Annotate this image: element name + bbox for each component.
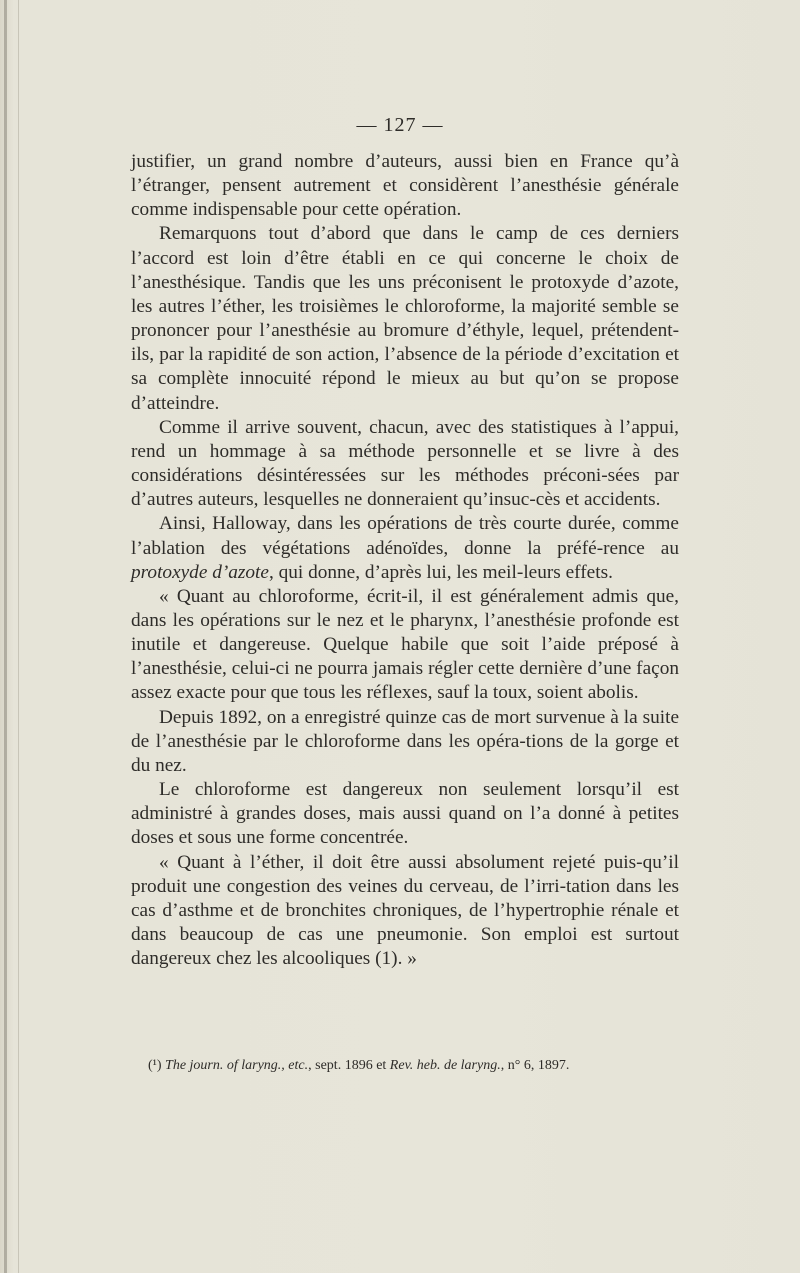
paragraph-4-end: , qui donne, d’après lui, les meil-leurs effets. [268, 561, 613, 583]
paragraph-7: Le chloroforme est dangereux non seulement lorsqu’il est administré à grandes doses, mais aussi quand on l’a donné à petites doses et sous une forme concentrée. [131, 779, 679, 849]
italic-term: protoxyde d’azote [131, 561, 269, 583]
body-text [131, 150, 679, 971]
paragraph-8 [131, 851, 679, 972]
binding-crease [18, 0, 19, 1273]
paragraph-6: Depuis 1892, on a enregistré quinze cas de mort survenue à la suite de l’anesthésie par le chloroforme dans les opéra-tions de la gorge et du nez. [131, 706, 679, 776]
footnote-reference: (1) [375, 948, 398, 970]
paragraph-5: « Quant au chloroforme, écrit-il, il est généralement admis que, dans les opérations sur le nez et le pharynx, l’anesthésie profonde est inutile et dangereuse. Quelque habile que soit l’aide préposé à l’anesthésie, celui-ci ne pourra jamais régler cette dernière d’une façon assez exacte pour que tous les réflexes, sauf la toux, soient abolis. [131, 585, 679, 704]
footnote-end: , n° 6, 1897. [500, 1058, 570, 1073]
paragraph-3: Comme il arrive souvent, chacun, avec des statistiques à l’appui, rend un hommage à sa méthode personnelle et se livre à des considérations désintéressées sur les méthodes préconi-sées par d’autres auteurs, lesquelles ne donneraient qu’insuc-cès et accidents. [131, 416, 679, 511]
footnote-middle: , sept. 1896 et [308, 1058, 390, 1073]
paragraph-8-text: « Quant à l’éther, il doit être aussi absolument rejeté puis-qu’il produit une congestion des veines du cerveau, de l’irri-tation dans les cas d’asthme et de bronchites chroniques, de l’hypertrophie rénale et dans beaucoup de cas une pneumonie. Son emploi est surtout dangereux chez les alcooliques [131, 851, 679, 970]
paragraph-4-start: Ainsi, Halloway, dans les opérations de très courte durée, comme l’ablation des végétations adénoïdes, donne la préfé-rence au [131, 513, 679, 559]
footnote-marker: (¹) [148, 1058, 162, 1073]
footnote [148, 1057, 688, 1075]
footnote-journal-1: The journ. of laryng., etc. [165, 1058, 309, 1073]
binding-edge [4, 0, 7, 1273]
paragraph-4 [131, 512, 679, 584]
paragraph-1: justifier, un grand nombre d’auteurs, aussi bien en France qu’à l’étranger, pensent autrement et considèrent l’anesthésie générale comme indispensable pour cette opération. [131, 151, 679, 221]
footnote-journal-2: Rev. heb. de laryng. [389, 1058, 501, 1073]
page-number: — 127 — [356, 114, 444, 136]
paragraph-8-end: . » [397, 948, 417, 970]
paragraph-2: Remarquons tout d’abord que dans le camp de ces derniers l’accord est loin d’être établi en ce qui concerne le choix de l’anesthésique. Tandis que les uns préconisent le protoxyde d’azote, les autres l’éther, les troisièmes le chloroforme, la majorité semble se prononcer pour l’anesthésie au bromure d’éthyle, lequel, prétendent-ils, par la rapidité de son action, l’absence de la période d’excitation et sa complète innocuité répond le mieux au but qu’on se propose d’atteindre. [131, 223, 679, 414]
